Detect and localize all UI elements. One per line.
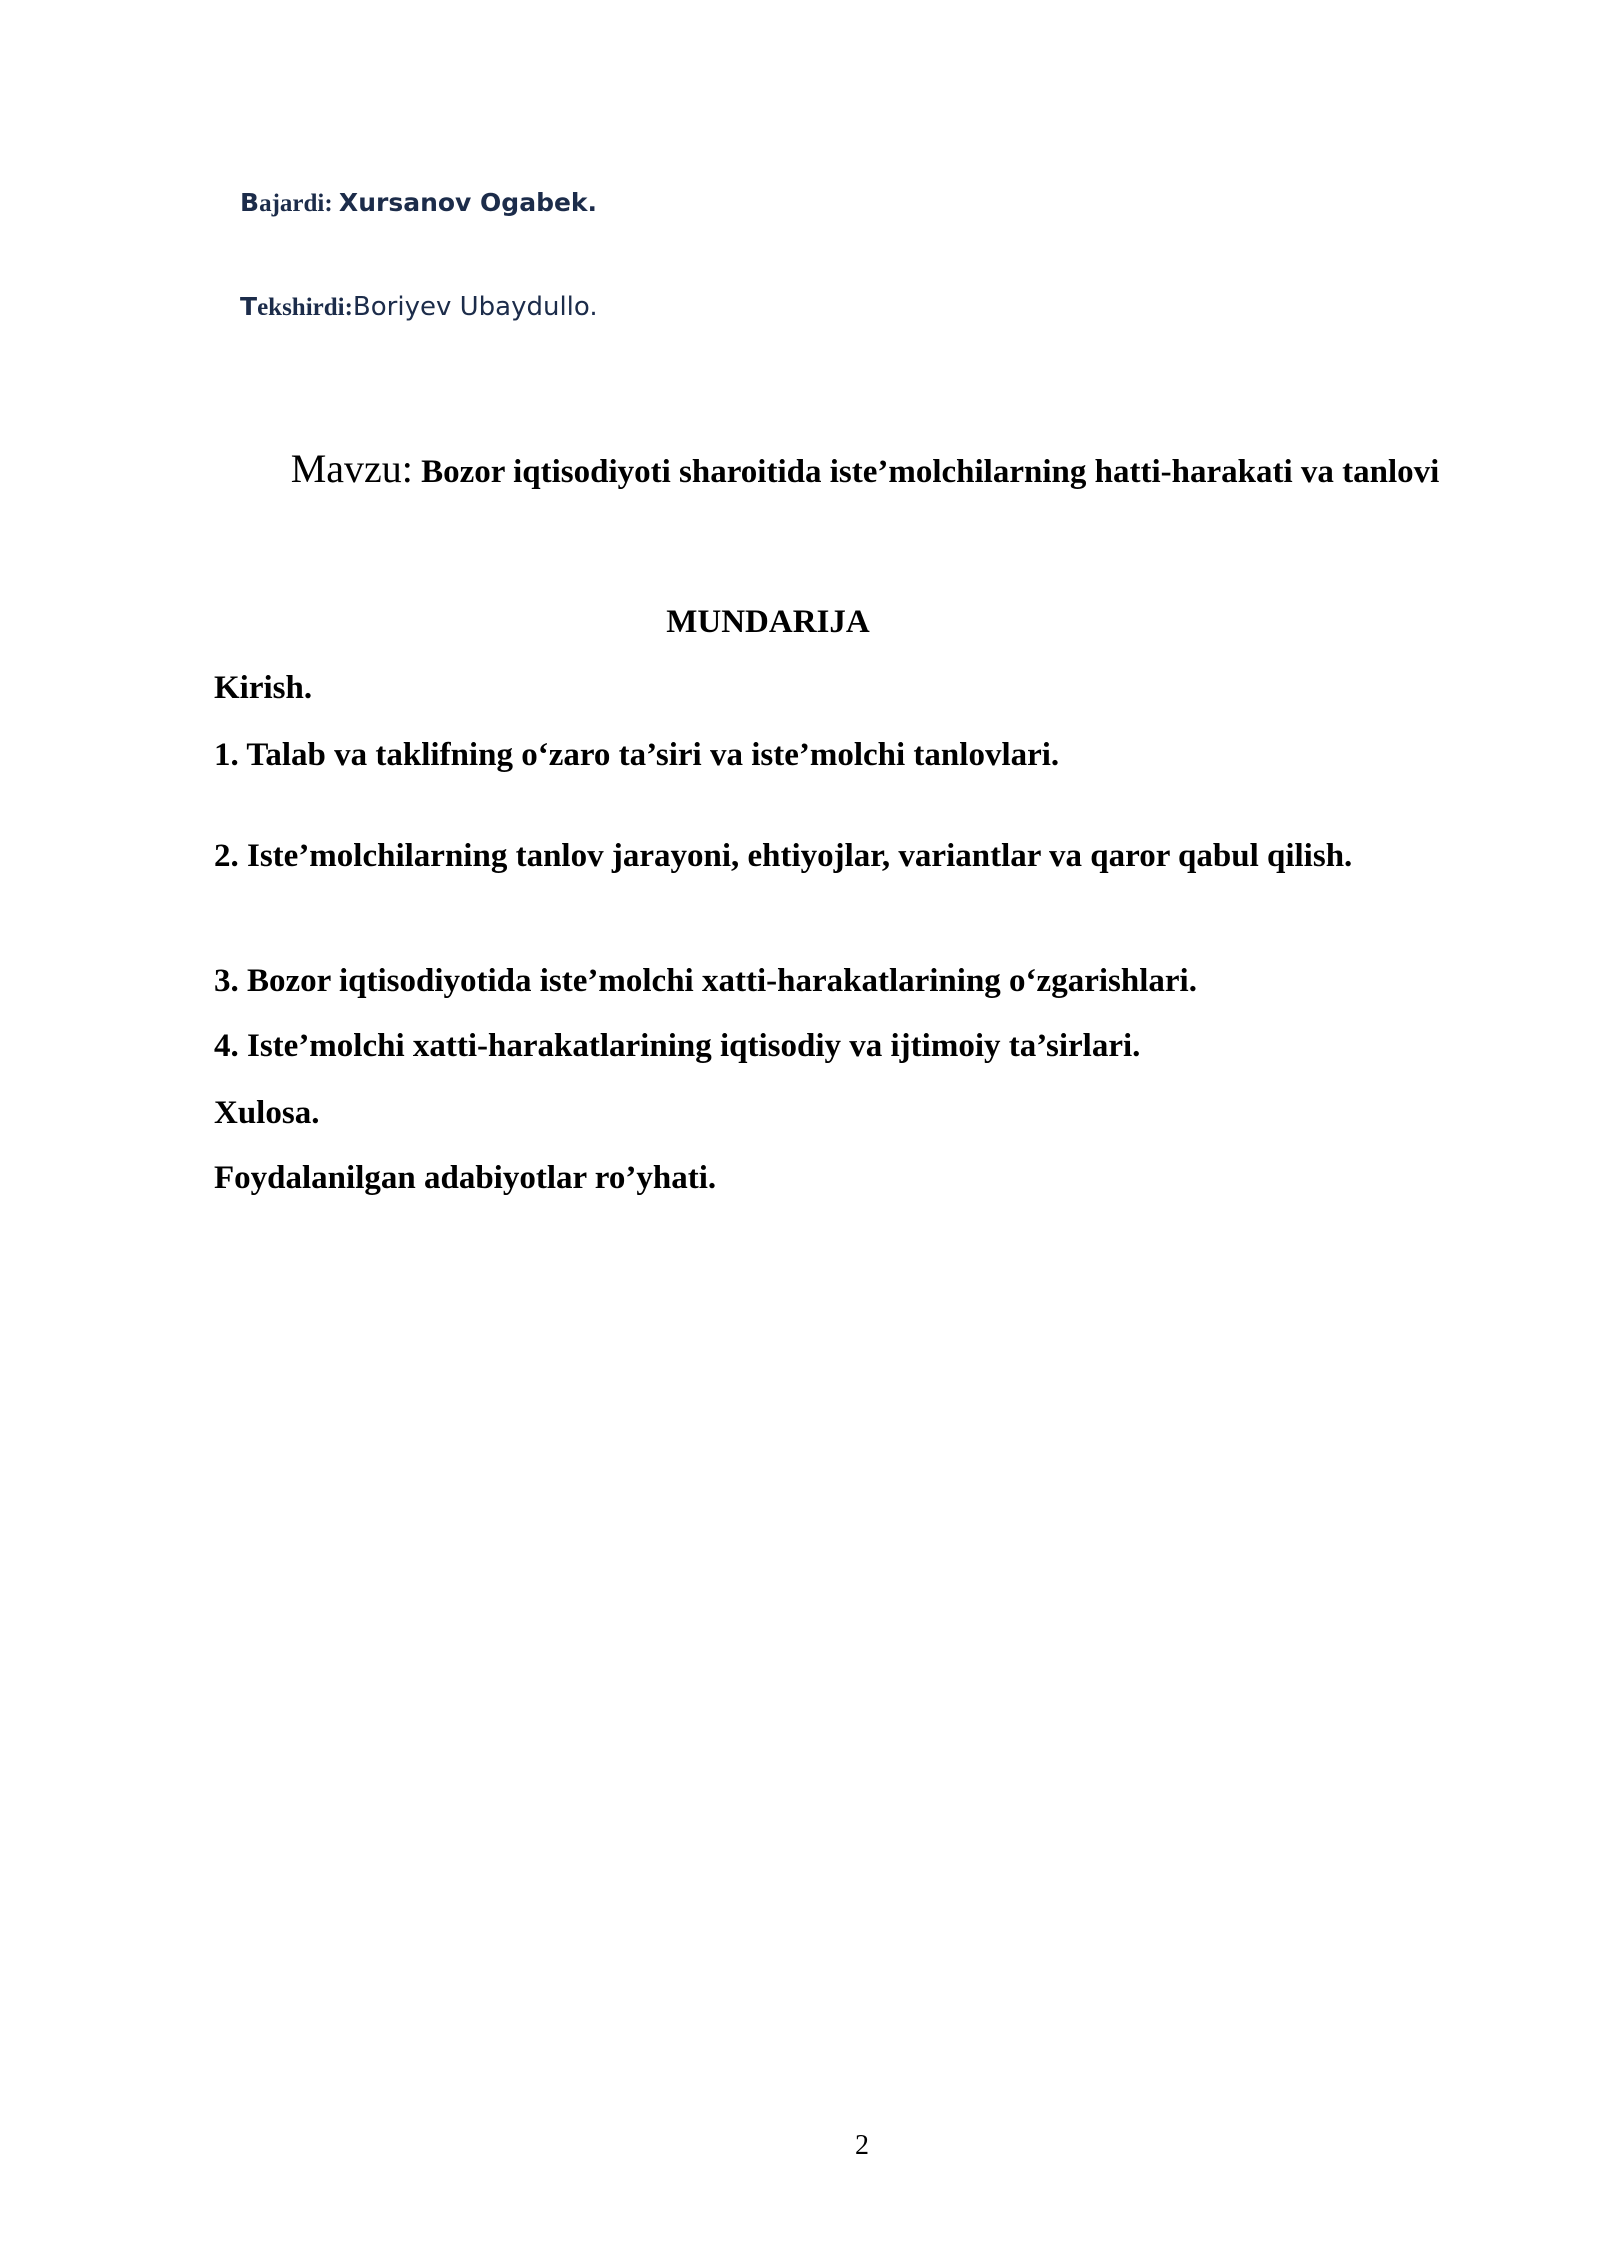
topic-title xyxy=(250,446,1480,495)
topic-label: Mavzu: xyxy=(290,446,413,491)
toc-item-introduction: Kirish. xyxy=(214,670,313,706)
toc-item-chapter-2: 2. Iste’molchilarning tanlov jarayoni, ehtiyojlar, variantlar va qaror qabul qilish. xyxy=(214,838,1353,874)
checked-by-name: Boriyev Ubaydullo. xyxy=(352,292,598,322)
checked-by-label-text: ekshirdi: xyxy=(257,294,353,321)
performed-by-name: Xursanov Ogabek. xyxy=(338,188,598,217)
toc-item-chapter-3: 3. Bozor iqtisodiyotida iste’molchi xatti-harakatlarining o‘zgarishlari. xyxy=(214,963,1197,999)
performed-by-label xyxy=(240,190,339,217)
topic-text: Bozor iqtisodiyoti sharoitida iste’molchilarning hatti-harakati va tanlovi xyxy=(421,454,1440,490)
toc-item-chapter-1: 1. Talab va taklifning o‘zaro ta’siri va iste’molchi tanlovlari. xyxy=(214,737,1060,773)
toc-item-conclusion: Xulosa. xyxy=(214,1095,320,1131)
table-of-contents-heading: MUNDARIJA xyxy=(666,604,870,640)
toc-item-chapter-4: 4. Iste’molchi xatti-harakatlarining iqtisodiy va ijtimoiy ta’sirlari. xyxy=(214,1028,1141,1064)
toc-item-references: Foydalanilgan adabiyotlar ro’yhati. xyxy=(214,1160,717,1196)
performed-by-label-initial: B xyxy=(240,188,260,217)
performed-by-label-text: ajardi: xyxy=(259,190,339,217)
checked-by-label-initial: T xyxy=(240,292,258,321)
checked-by-label xyxy=(240,294,353,321)
checked-by-line xyxy=(240,292,598,322)
performed-by-line xyxy=(240,188,597,218)
page-number: 2 xyxy=(855,2130,869,2161)
